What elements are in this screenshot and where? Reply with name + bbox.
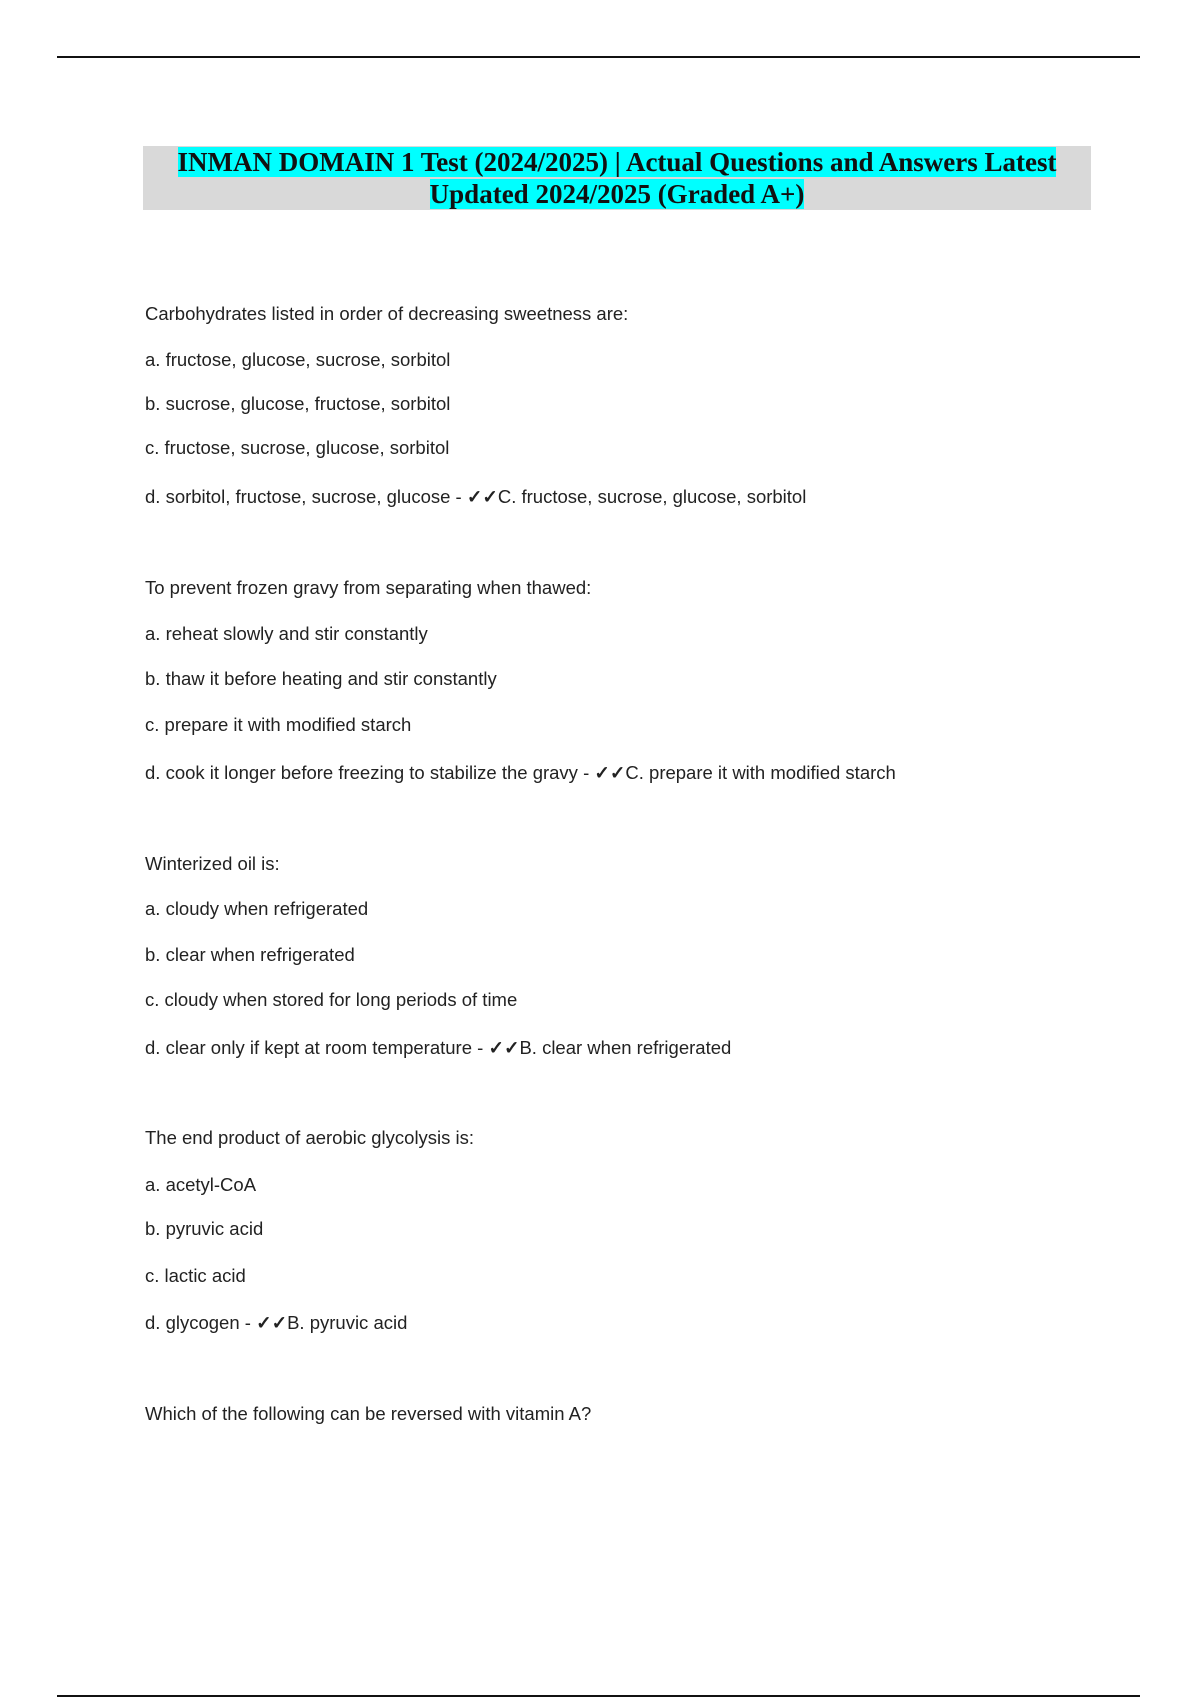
correct-answer: B. clear when refrigerated	[519, 1037, 732, 1058]
question-text: Which of the following can be reversed with vitamin A?	[145, 1403, 592, 1424]
checkmark-icon: ✓✓	[256, 1312, 288, 1333]
checkmark-icon: ✓✓	[466, 486, 498, 507]
question-text: Carbohydrates listed in order of decreasing sweetness are:	[145, 303, 629, 324]
answer-option: a. acetyl-CoA	[145, 1174, 257, 1195]
answer-option: b. thaw it before heating and stir constantly	[145, 668, 497, 689]
top-rule	[57, 56, 1140, 58]
answer-option: a. reheat slowly and stir constantly	[145, 623, 428, 644]
bottom-rule	[57, 1695, 1140, 1697]
option-text: d. clear only if kept at room temperature -	[145, 1037, 489, 1058]
correct-answer: C. prepare it with modified starch	[625, 762, 896, 783]
correct-answer: C. fructose, sucrose, glucose, sorbitol	[497, 486, 807, 507]
answer-option: c. fructose, sucrose, glucose, sorbitol	[145, 437, 450, 458]
answer-option-line	[145, 1037, 731, 1059]
answer-option: c. lactic acid	[145, 1265, 246, 1286]
answer-option: c. cloudy when stored for long periods of time	[145, 989, 518, 1010]
checkmark-icon: ✓✓	[594, 762, 626, 783]
option-text: d. sorbitol, fructose, sucrose, glucose -	[145, 486, 467, 507]
checkmark-icon: ✓✓	[488, 1037, 520, 1058]
question-text: Winterized oil is:	[145, 853, 280, 874]
option-text: d. cook it longer before freezing to stabilize the gravy -	[145, 762, 595, 783]
question-text: The end product of aerobic glycolysis is:	[145, 1127, 475, 1148]
answer-option: a. fructose, glucose, sucrose, sorbitol	[145, 349, 451, 370]
question-text: To prevent frozen gravy from separating when thawed:	[145, 577, 592, 598]
answer-option-line	[145, 762, 896, 784]
correct-answer: B. pyruvic acid	[287, 1312, 408, 1333]
document-title	[143, 146, 1091, 210]
answer-option-line	[145, 1312, 407, 1334]
answer-option: b. sucrose, glucose, fructose, sorbitol	[145, 393, 451, 414]
title-line-1: INMAN DOMAIN 1 Test (2024/2025) | Actual Questions and Answers Latest	[177, 147, 1057, 177]
answer-option: c. prepare it with modified starch	[145, 714, 412, 735]
option-text: d. glycogen -	[145, 1312, 257, 1333]
answer-option: b. clear when refrigerated	[145, 944, 355, 965]
answer-option: a. cloudy when refrigerated	[145, 898, 369, 919]
answer-option: b. pyruvic acid	[145, 1218, 264, 1239]
title-line-2: Updated 2024/2025 (Graded A+)	[429, 179, 805, 209]
answer-option-line	[145, 486, 806, 508]
